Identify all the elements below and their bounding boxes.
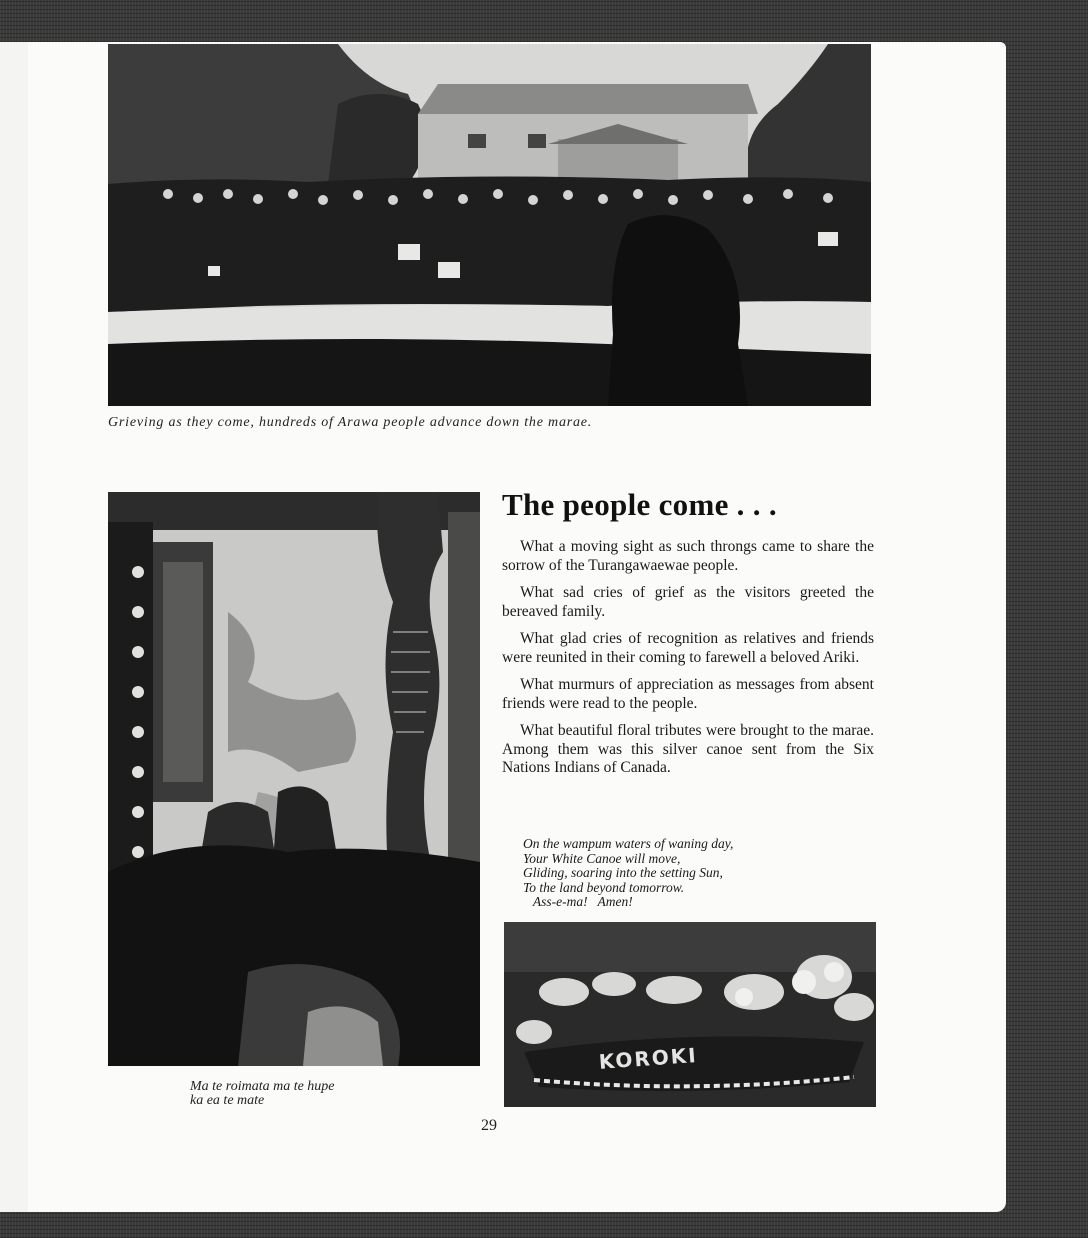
crowd-photo [108, 44, 871, 406]
canoe-name-text: KOROKI [598, 1042, 699, 1074]
poem-line: Ass-e-ma! Amen! [523, 894, 633, 909]
article-paragraph: What sad cries of grief as the visitors greeted the bereaved family. [502, 584, 874, 620]
article-paragraph: What beautiful floral tributes were brought to the marae. Among them was this silver canoe sent from the Six Nations Indians of Canada. [502, 722, 874, 776]
article-paragraph: What a moving sight as such throngs came to share the sorrow of the Turangawaewae people. [502, 538, 874, 574]
article-headline: The people come . . . [502, 487, 777, 522]
article-body [502, 538, 874, 787]
poem-line: Gliding, soaring into the setting Sun, [523, 865, 723, 880]
poem-line: Your White Canoe will move, [523, 850, 681, 866]
article-paragraph: What murmurs of appreciation as messages from absent friends were read to the people. [502, 676, 874, 712]
carving-photo-image [108, 492, 480, 1066]
canoe-photo [504, 922, 876, 1107]
canoe-photo-image [504, 922, 876, 1107]
carving-photo [108, 492, 480, 1066]
article-paragraph: What glad cries of recognition as relatives and friends were reunited in their coming to farewell a beloved Ariki. [502, 630, 874, 666]
magazine-page [28, 42, 1006, 1212]
crowd-photo-image [108, 44, 871, 406]
facing-page-edge [0, 42, 30, 1212]
poem-line: To the land beyond tomorrow. [523, 879, 685, 895]
caption-line: ka ea te mate [190, 1093, 265, 1108]
page-number: 29 [481, 1117, 497, 1134]
top-photo-caption: Grieving as they come, hundreds of Arawa people advance down the marae. [108, 415, 593, 430]
poem [523, 837, 843, 910]
caption-line: Ma te roimata ma te hupe [190, 1079, 335, 1094]
bottom-photo-caption [190, 1080, 335, 1108]
poem-line: On the wampum waters of waning day, [523, 836, 734, 851]
